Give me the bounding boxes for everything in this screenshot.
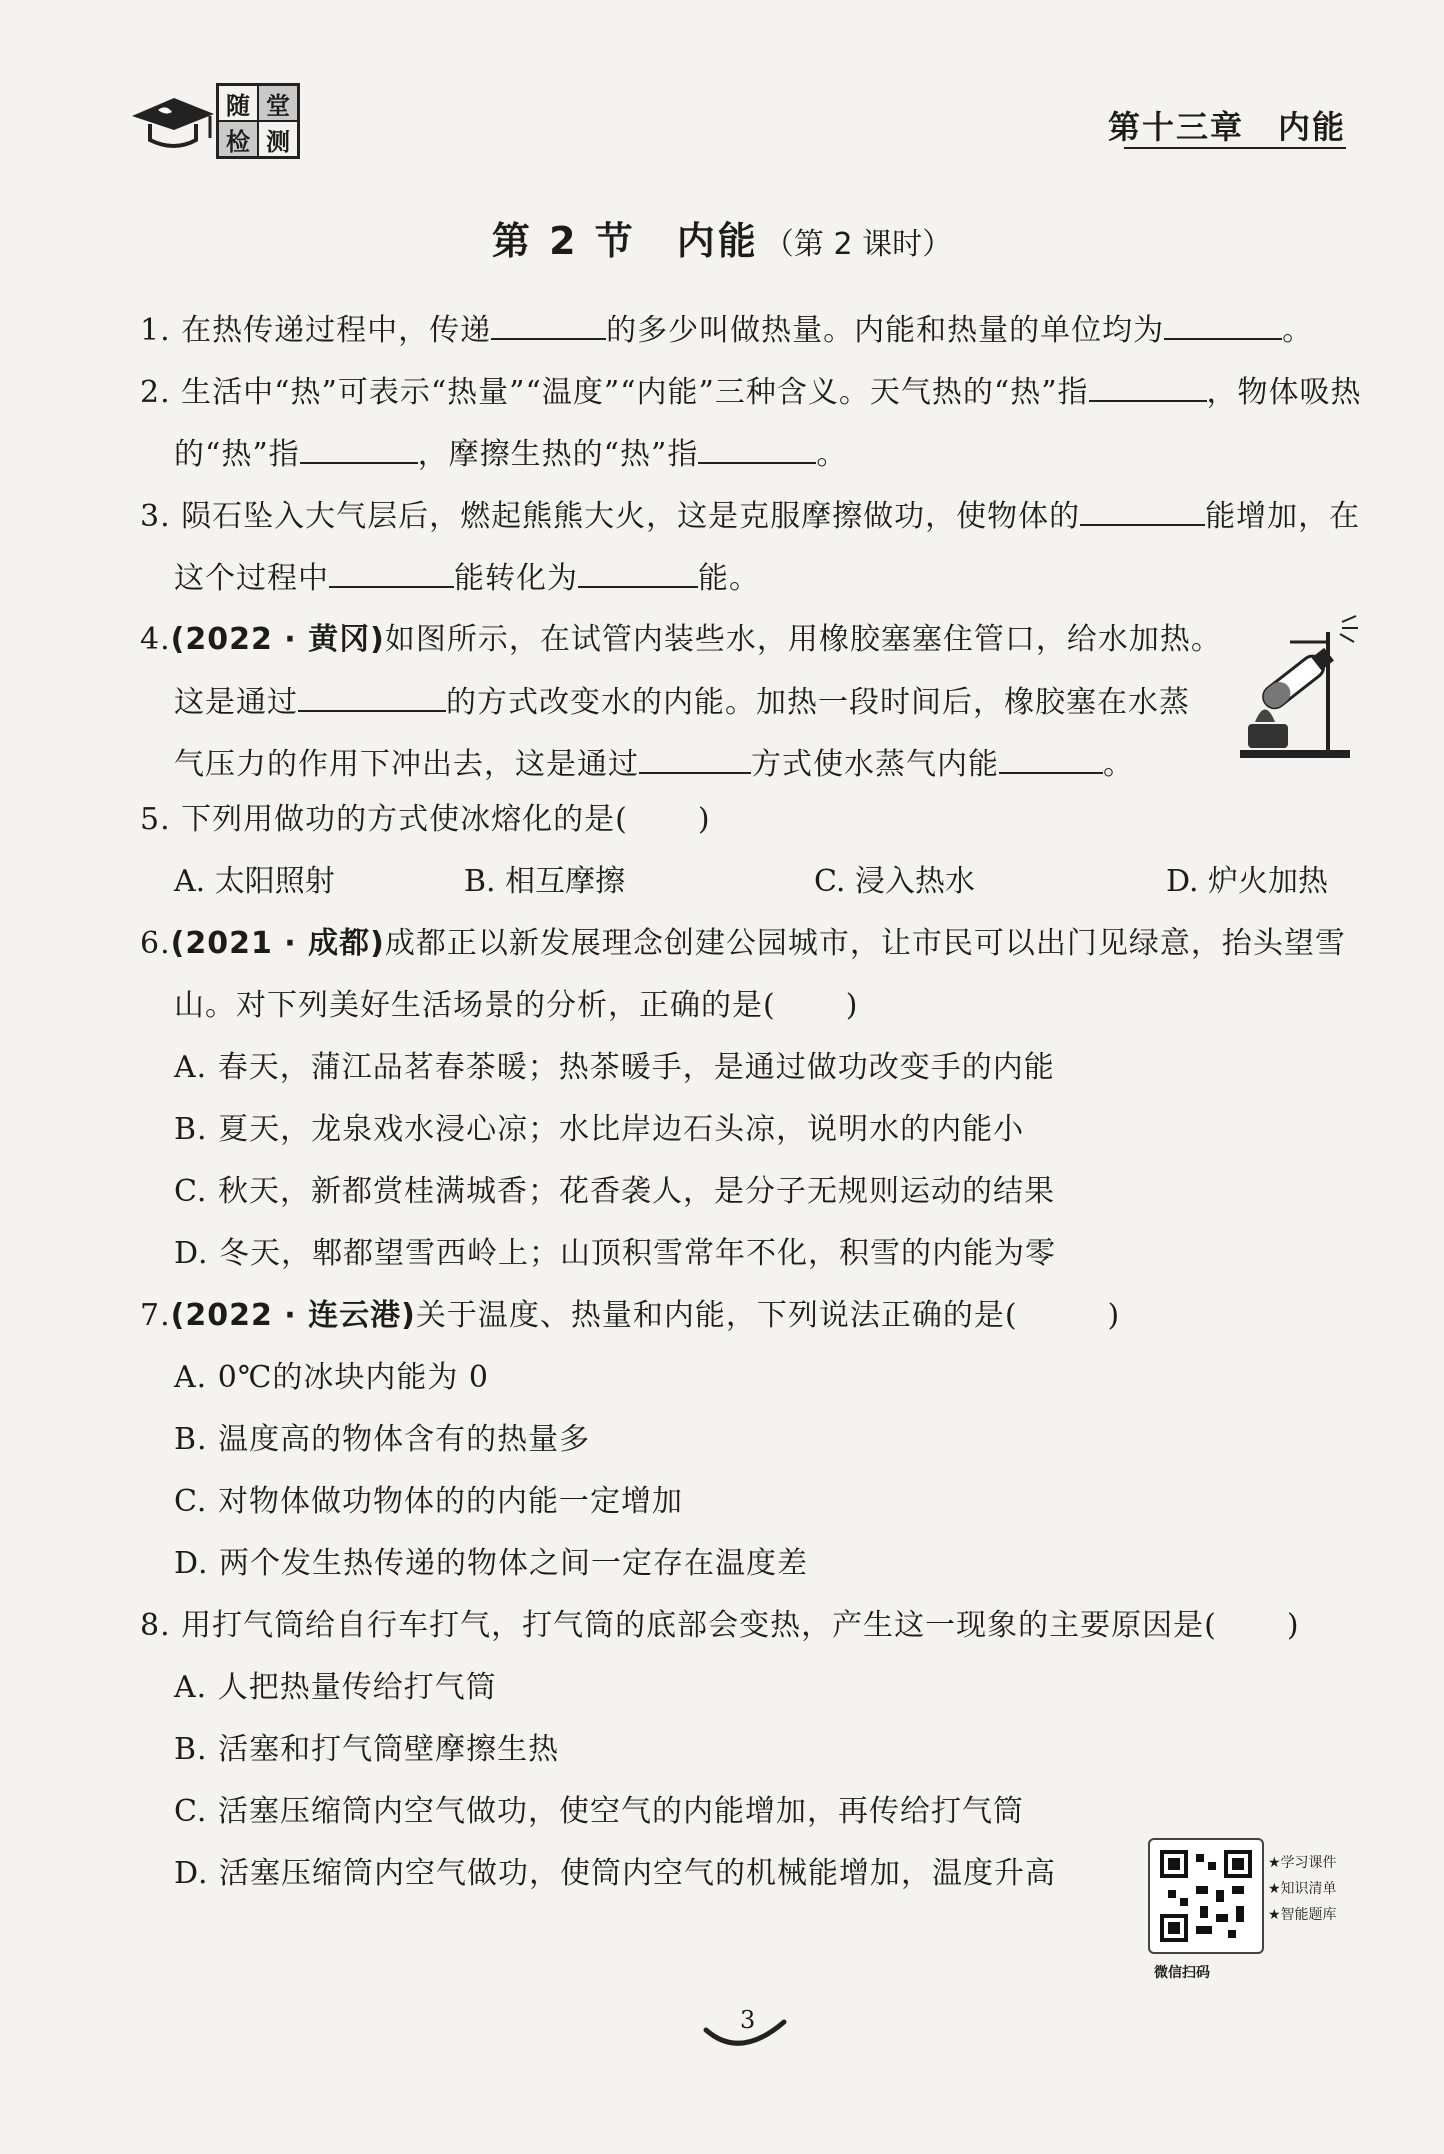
answer-blank[interactable]: [329, 558, 454, 588]
question-text: 5. 下列用做功的方式使冰熔化的是(: [140, 802, 628, 837]
option-c[interactable]: C. 浸入热水: [814, 864, 975, 899]
question-text: ): [697, 802, 711, 837]
question-8: [140, 1606, 1300, 1646]
question-text: 2. 生活中“热”可表示“热量”“温度”“内能”三种含义。天气热的“热”指: [140, 375, 1089, 410]
option-a[interactable]: A. 太阳照射: [174, 864, 335, 899]
qr-features: [1268, 1850, 1337, 1928]
question-2-cont: [174, 434, 847, 475]
question-number: 4.: [140, 622, 171, 657]
section-title-main: 第 2 节 内能: [491, 219, 759, 263]
question-text: 的多少叫做热量。内能和热量的单位均为: [606, 313, 1165, 348]
question-text: 的“热”指: [174, 437, 300, 472]
option-d[interactable]: D. 两个发生热传递的物体之间一定存在温度差: [174, 1546, 809, 1581]
answer-blank[interactable]: [698, 434, 816, 464]
option-d[interactable]: D. 活塞压缩筒内空气做功，使筒内空气的机械能增加，温度升高: [174, 1856, 1057, 1891]
qr-feature: ★学习课件: [1268, 1855, 1337, 1871]
question-text: 这个过程中: [174, 561, 329, 596]
question-number: 6.: [140, 926, 171, 961]
answer-blank[interactable]: [639, 744, 751, 774]
series-logo: [130, 78, 300, 163]
test-tube-heating-figure: [1230, 612, 1360, 762]
question-text: 气压力的作用下冲出去，这是通过: [174, 747, 639, 782]
logo-char: 随: [218, 85, 258, 121]
question-6: [140, 924, 1346, 964]
question-text: 的方式改变水的内能。加热一段时间后，橡胶塞在水蒸: [446, 685, 1190, 720]
question-text: 成都正以新发展理念创建公园城市，让市民可以出门见绿意，抬头望雪: [384, 926, 1346, 961]
question-text: ): [845, 988, 859, 1023]
logo-char: 测: [258, 121, 298, 157]
answer-blank[interactable]: [298, 682, 446, 712]
question-source: (2021 · 成都): [170, 926, 385, 961]
qr-code-block[interactable]: [1148, 1838, 1368, 1988]
question-text: ): [1286, 1608, 1300, 1643]
question-number: 7.: [140, 1298, 171, 1333]
qr-feature: ★知识清单: [1268, 1881, 1337, 1897]
question-3: [140, 496, 1360, 537]
question-text: 3. 陨石坠入大气层后，燃起熊熊大火，这是克服摩擦做功，使物体的: [140, 499, 1081, 534]
option-a[interactable]: A. 人把热量传给打气筒: [174, 1670, 497, 1705]
option-b[interactable]: B. 活塞和打气筒壁摩擦生热: [174, 1732, 560, 1767]
question-text: 方式使水蒸气内能: [751, 747, 999, 782]
question-text: ): [1107, 1298, 1121, 1333]
answer-blank[interactable]: [1164, 310, 1282, 340]
question-text: 1. 在热传递过程中，传递: [140, 313, 492, 348]
question-text: 这是通过: [174, 685, 298, 720]
option-b[interactable]: B. 夏天，龙泉戏水浸心凉；水比岸边石头凉，说明水的内能小: [174, 1112, 1025, 1147]
question-text: 。: [1282, 313, 1314, 348]
question-5: [140, 800, 711, 840]
question-7: [140, 1296, 1120, 1336]
logo-grid: [216, 83, 300, 159]
question-source: (2022 · 连云港): [170, 1298, 416, 1333]
question-4: [140, 620, 1222, 660]
question-text: 8. 用打气筒给自行车打气，打气筒的底部会变热，产生这一现象的主要原因是(: [140, 1608, 1217, 1643]
question-text: 山。对下列美好生活场景的分析，正确的是(: [174, 988, 776, 1023]
scan-label: 微信扫码: [1154, 1965, 1210, 1981]
question-text: 能。: [698, 561, 760, 596]
question-6-cont: [174, 986, 858, 1026]
qr-code-icon: [1160, 1850, 1252, 1942]
question-3-cont: [174, 558, 760, 599]
header-rule: [1124, 147, 1346, 149]
question-1: [140, 310, 1313, 351]
chapter-title: 第十三章 内能: [1107, 108, 1346, 146]
question-text: ，物体吸热: [1206, 375, 1362, 410]
option-c[interactable]: C. 秋天，新都赏桂满城香；花香袭人，是分子无规则运动的结果: [174, 1174, 1055, 1209]
answer-blank[interactable]: [999, 744, 1103, 774]
option-d[interactable]: D. 冬天，郫都望雪西岭上；山顶积雪常年不化，积雪的内能为零: [174, 1236, 1057, 1271]
question-4-cont: [174, 682, 1190, 723]
answer-blank[interactable]: [1089, 372, 1207, 402]
question-text: ，摩擦生热的“热”指: [417, 437, 699, 472]
qr-feature: ★智能题库: [1268, 1907, 1337, 1923]
page-number-text: 3: [740, 2006, 756, 2034]
question-text: 能增加，在: [1205, 499, 1361, 534]
logo-char: 检: [218, 121, 258, 157]
question-2: [140, 372, 1362, 413]
answer-blank[interactable]: [1080, 496, 1205, 526]
option-b[interactable]: B. 温度高的物体含有的热量多: [174, 1422, 591, 1457]
question-text: 如图所示，在试管内装些水，用橡胶塞塞住管口，给水加热。: [384, 622, 1222, 657]
question-text: 能转化为: [454, 561, 578, 596]
answer-blank[interactable]: [300, 434, 418, 464]
question-text: 。: [816, 437, 848, 472]
logo-char: 堂: [258, 85, 298, 121]
section-title: [0, 210, 1444, 265]
option-c[interactable]: C. 对物体做功物体的的内能一定增加: [174, 1484, 683, 1519]
question-4-cont: [174, 744, 1134, 785]
section-title-sub: （第 2 课时）: [763, 227, 953, 262]
answer-blank[interactable]: [578, 558, 698, 588]
graduation-cap-icon: [130, 86, 216, 156]
question-source: (2022 · 黄冈): [170, 622, 385, 657]
question-text: 。: [1103, 747, 1134, 782]
option-c[interactable]: C. 活塞压缩筒内空气做功，使空气的内能增加，再传给打气筒: [174, 1794, 1024, 1829]
page-number: [700, 2000, 790, 2060]
question-text: 关于温度、热量和内能，下列说法正确的是(: [415, 1298, 1018, 1333]
option-d[interactable]: D. 炉火加热: [1166, 864, 1329, 899]
option-a[interactable]: A. 春天，蒲江品茗春茶暖；热茶暖手，是通过做功改变手的内能: [174, 1050, 1055, 1085]
qr-frame: [1148, 1838, 1264, 1954]
option-b[interactable]: B. 相互摩擦: [464, 864, 626, 899]
option-a[interactable]: A. 0℃的冰块内能为 0: [174, 1360, 490, 1395]
answer-blank[interactable]: [491, 310, 606, 340]
